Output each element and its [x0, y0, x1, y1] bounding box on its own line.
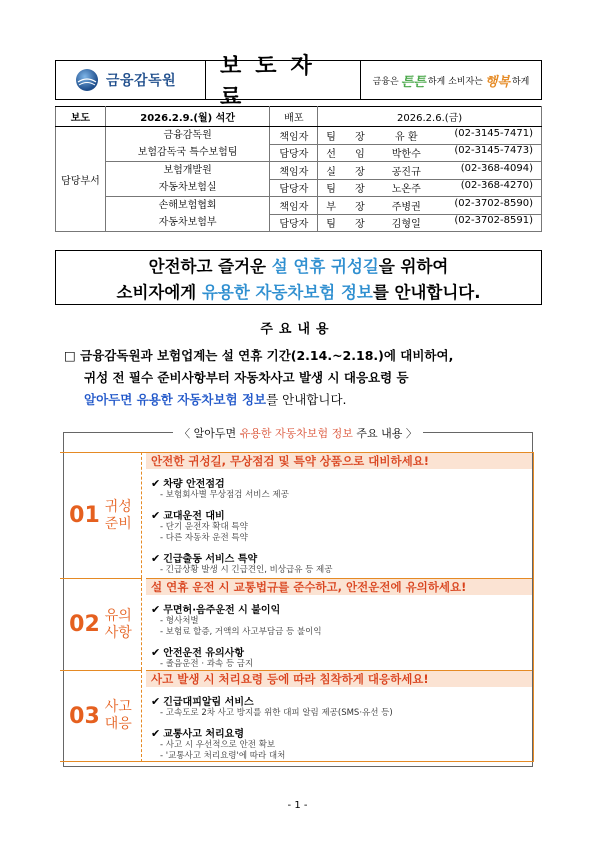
dist-date: 2026.2.6.(금) [318, 107, 542, 127]
section-heading: 주요내용 [260, 322, 335, 337]
contact-phone: (02-3702-8590) [454, 197, 533, 209]
headline-text: 소비자에게 [116, 282, 202, 302]
check-icon: ✔ [151, 603, 161, 616]
contact-title: 부 장 [326, 201, 373, 213]
item-sub-title: 긴급대피알림 서비스 [163, 697, 254, 708]
contact-phone: (02-3145-7473) [454, 145, 533, 157]
dist-label: 배포 [270, 107, 318, 127]
contact-name: 공진규 [391, 166, 421, 178]
summary-title-highlight: 유용한 자동차보험 정보 [239, 427, 353, 440]
item-detail: - 다른 자동차 운전 특약 [160, 533, 248, 543]
item-detail: - 형사처벌 [160, 616, 199, 626]
org-team: 자동차보험부 [158, 217, 217, 228]
check-icon: ✔ [151, 477, 161, 490]
slogan-emphasis-2: 행복 [484, 74, 510, 90]
page-number: - 1 - [287, 800, 308, 811]
items-frame [124, 452, 534, 762]
headline-box [55, 250, 542, 305]
org-name: 손해보험협회 [158, 200, 217, 211]
org-team: 보험감독국 특수보험팀 [137, 147, 238, 158]
org-name: 금융감독원 [163, 130, 212, 141]
item-sub-title: 안전운전 유의사항 [163, 648, 244, 659]
item-label-2: 대응 [104, 716, 132, 732]
report-date: 2026.2.9.(월) 석간 [105, 107, 270, 127]
check-icon: ✔ [151, 552, 161, 565]
item-number: 03 [69, 703, 100, 729]
item-detail: - 졸음운전 · 과속 등 금지 [160, 659, 254, 669]
contact-role: 담당자 [270, 179, 318, 197]
contact-role: 책임자 [270, 162, 318, 180]
item-detail: - 보험회사별 무상점검 서비스 제공 [160, 490, 289, 500]
contact-name: 김형일 [391, 219, 421, 231]
org-name: 보험개발원 [163, 165, 212, 176]
info-table [55, 106, 542, 232]
item-detail: - 긴급상황 발생 시 긴급견인, 비상급유 등 제공 [160, 565, 333, 575]
contact-name: 노온주 [391, 184, 421, 196]
contact-phone: (02-368-4094) [460, 162, 533, 174]
contact-phone: (02-3145-7471) [454, 127, 533, 139]
dept-org [105, 162, 270, 197]
contact-title: 실 장 [326, 166, 373, 178]
document-title: 보도자료 [206, 61, 361, 99]
contact-row [318, 214, 542, 232]
check-icon: ✔ [151, 646, 161, 659]
headline-text: 를 안내합니다. [372, 282, 481, 302]
para-highlight: 알아두면 유용한 자동차보험 정보 [84, 392, 267, 407]
summary-title [64, 425, 532, 441]
item-detail: - '교통사고 처리요령'에 따라 대처 [160, 751, 286, 761]
check-icon: ✔ [151, 509, 161, 522]
contact-row [318, 162, 542, 180]
contact-title: 팀 장 [326, 131, 373, 143]
item-detail: - 단기 운전자 확대 특약 [160, 522, 248, 532]
contact-phone: (02-3702-8591) [454, 215, 533, 227]
item-label-2: 준비 [104, 515, 132, 532]
contact-title: 팀 장 [326, 184, 373, 196]
slogan-text: 금융은 [372, 76, 399, 87]
slogan-text: 하게 소비자는 [427, 76, 483, 87]
headline-text: 안전하고 즐거운 [148, 256, 272, 276]
headline-text: 을 위하여 [378, 256, 449, 276]
item-number: 02 [69, 612, 100, 637]
item-detail: - 사고 시 우선적으로 안전 확보 [160, 740, 276, 750]
slogan-text: 하게 [511, 76, 530, 87]
contact-name: 주병권 [391, 201, 421, 213]
item-band: 설 연휴 운전 시 교통법규를 준수하고, 안전운전에 유의하세요! [146, 578, 532, 595]
contact-role: 담당자 [270, 144, 318, 162]
item-label-2: 사항 [104, 624, 132, 641]
item-label-1: 유의 [104, 607, 132, 624]
para-text: 를 안내합니다. [266, 392, 347, 407]
contact-role: 책임자 [270, 127, 318, 145]
contact-phone: (02-368-4270) [460, 180, 533, 192]
contact-title: 팀 장 [326, 219, 373, 231]
item-number: 01 [69, 503, 100, 528]
dept-org [105, 127, 270, 162]
item-sub-title: 차량 안전점검 [163, 479, 225, 490]
contact-title: 선 임 [326, 149, 373, 161]
contact-row [318, 127, 542, 145]
headline-line-1 [149, 253, 449, 277]
report-label: 보도 [56, 107, 106, 127]
para-line-1: □ 금융감독원과 보험업계는 설 연휴 기간(2.14.~2.18.)에 대비하여, [64, 348, 454, 363]
contact-row [318, 144, 542, 162]
para-line-3 [64, 389, 544, 411]
check-icon: ✔ [151, 727, 161, 740]
item-sub-title: 무면허·음주운전 시 불이익 [163, 605, 281, 616]
header-bar [55, 54, 542, 110]
para-line-2: 귀성 전 필수 준비사항부터 자동차사고 발생 시 대응요령 등 [84, 370, 409, 385]
item-sub-title: 교통사고 처리요령 [163, 729, 244, 740]
item-label-1: 귀성 [104, 498, 132, 515]
contact-role: 담당자 [270, 214, 318, 232]
item-sub-title: 교대운전 대비 [163, 511, 225, 522]
summary-title-text: 〈 알아두면 [179, 427, 240, 440]
org-team: 자동차보험실 [158, 182, 217, 193]
item-sub-title: 긴급출동 서비스 특약 [163, 554, 258, 565]
check-icon: ✔ [151, 695, 161, 708]
logo-text: 금융감독원 [106, 73, 177, 89]
headline-highlight: 유용한 자동차보험 정보 [201, 282, 373, 302]
dept-label: 담당부서 [56, 127, 106, 232]
main-paragraph [64, 345, 544, 411]
fss-logo [56, 61, 206, 99]
slogan-emphasis-1: 튼튼 [400, 74, 426, 90]
slogan [361, 61, 541, 99]
dept-org [105, 197, 270, 232]
contact-row [318, 197, 542, 215]
headline-highlight: 설 연휴 귀성길 [271, 256, 379, 276]
headline-line-2 [117, 279, 481, 303]
item-detail: - 고속도로 2차 사고 방지를 위한 대피 알림 제공(SMS·유선 등) [160, 708, 393, 718]
contact-name: 박한수 [391, 149, 421, 161]
contact-role: 책임자 [270, 197, 318, 215]
item-band: 사고 발생 시 처리요령 등에 따라 침착하게 대응하세요! [146, 670, 532, 687]
contact-name: 유 환 [395, 131, 418, 143]
item-detail: - 보험료 할증, 거액의 사고부담금 등 불이익 [160, 627, 322, 637]
fss-logo-icon [74, 67, 100, 93]
contact-row [318, 179, 542, 197]
item-label-1: 사고 [104, 699, 132, 715]
item-band: 안전한 귀성길, 무상점검 및 특약 상품으로 대비하세요! [146, 452, 532, 469]
summary-title-text: 주요 내용 〉 [352, 427, 417, 440]
